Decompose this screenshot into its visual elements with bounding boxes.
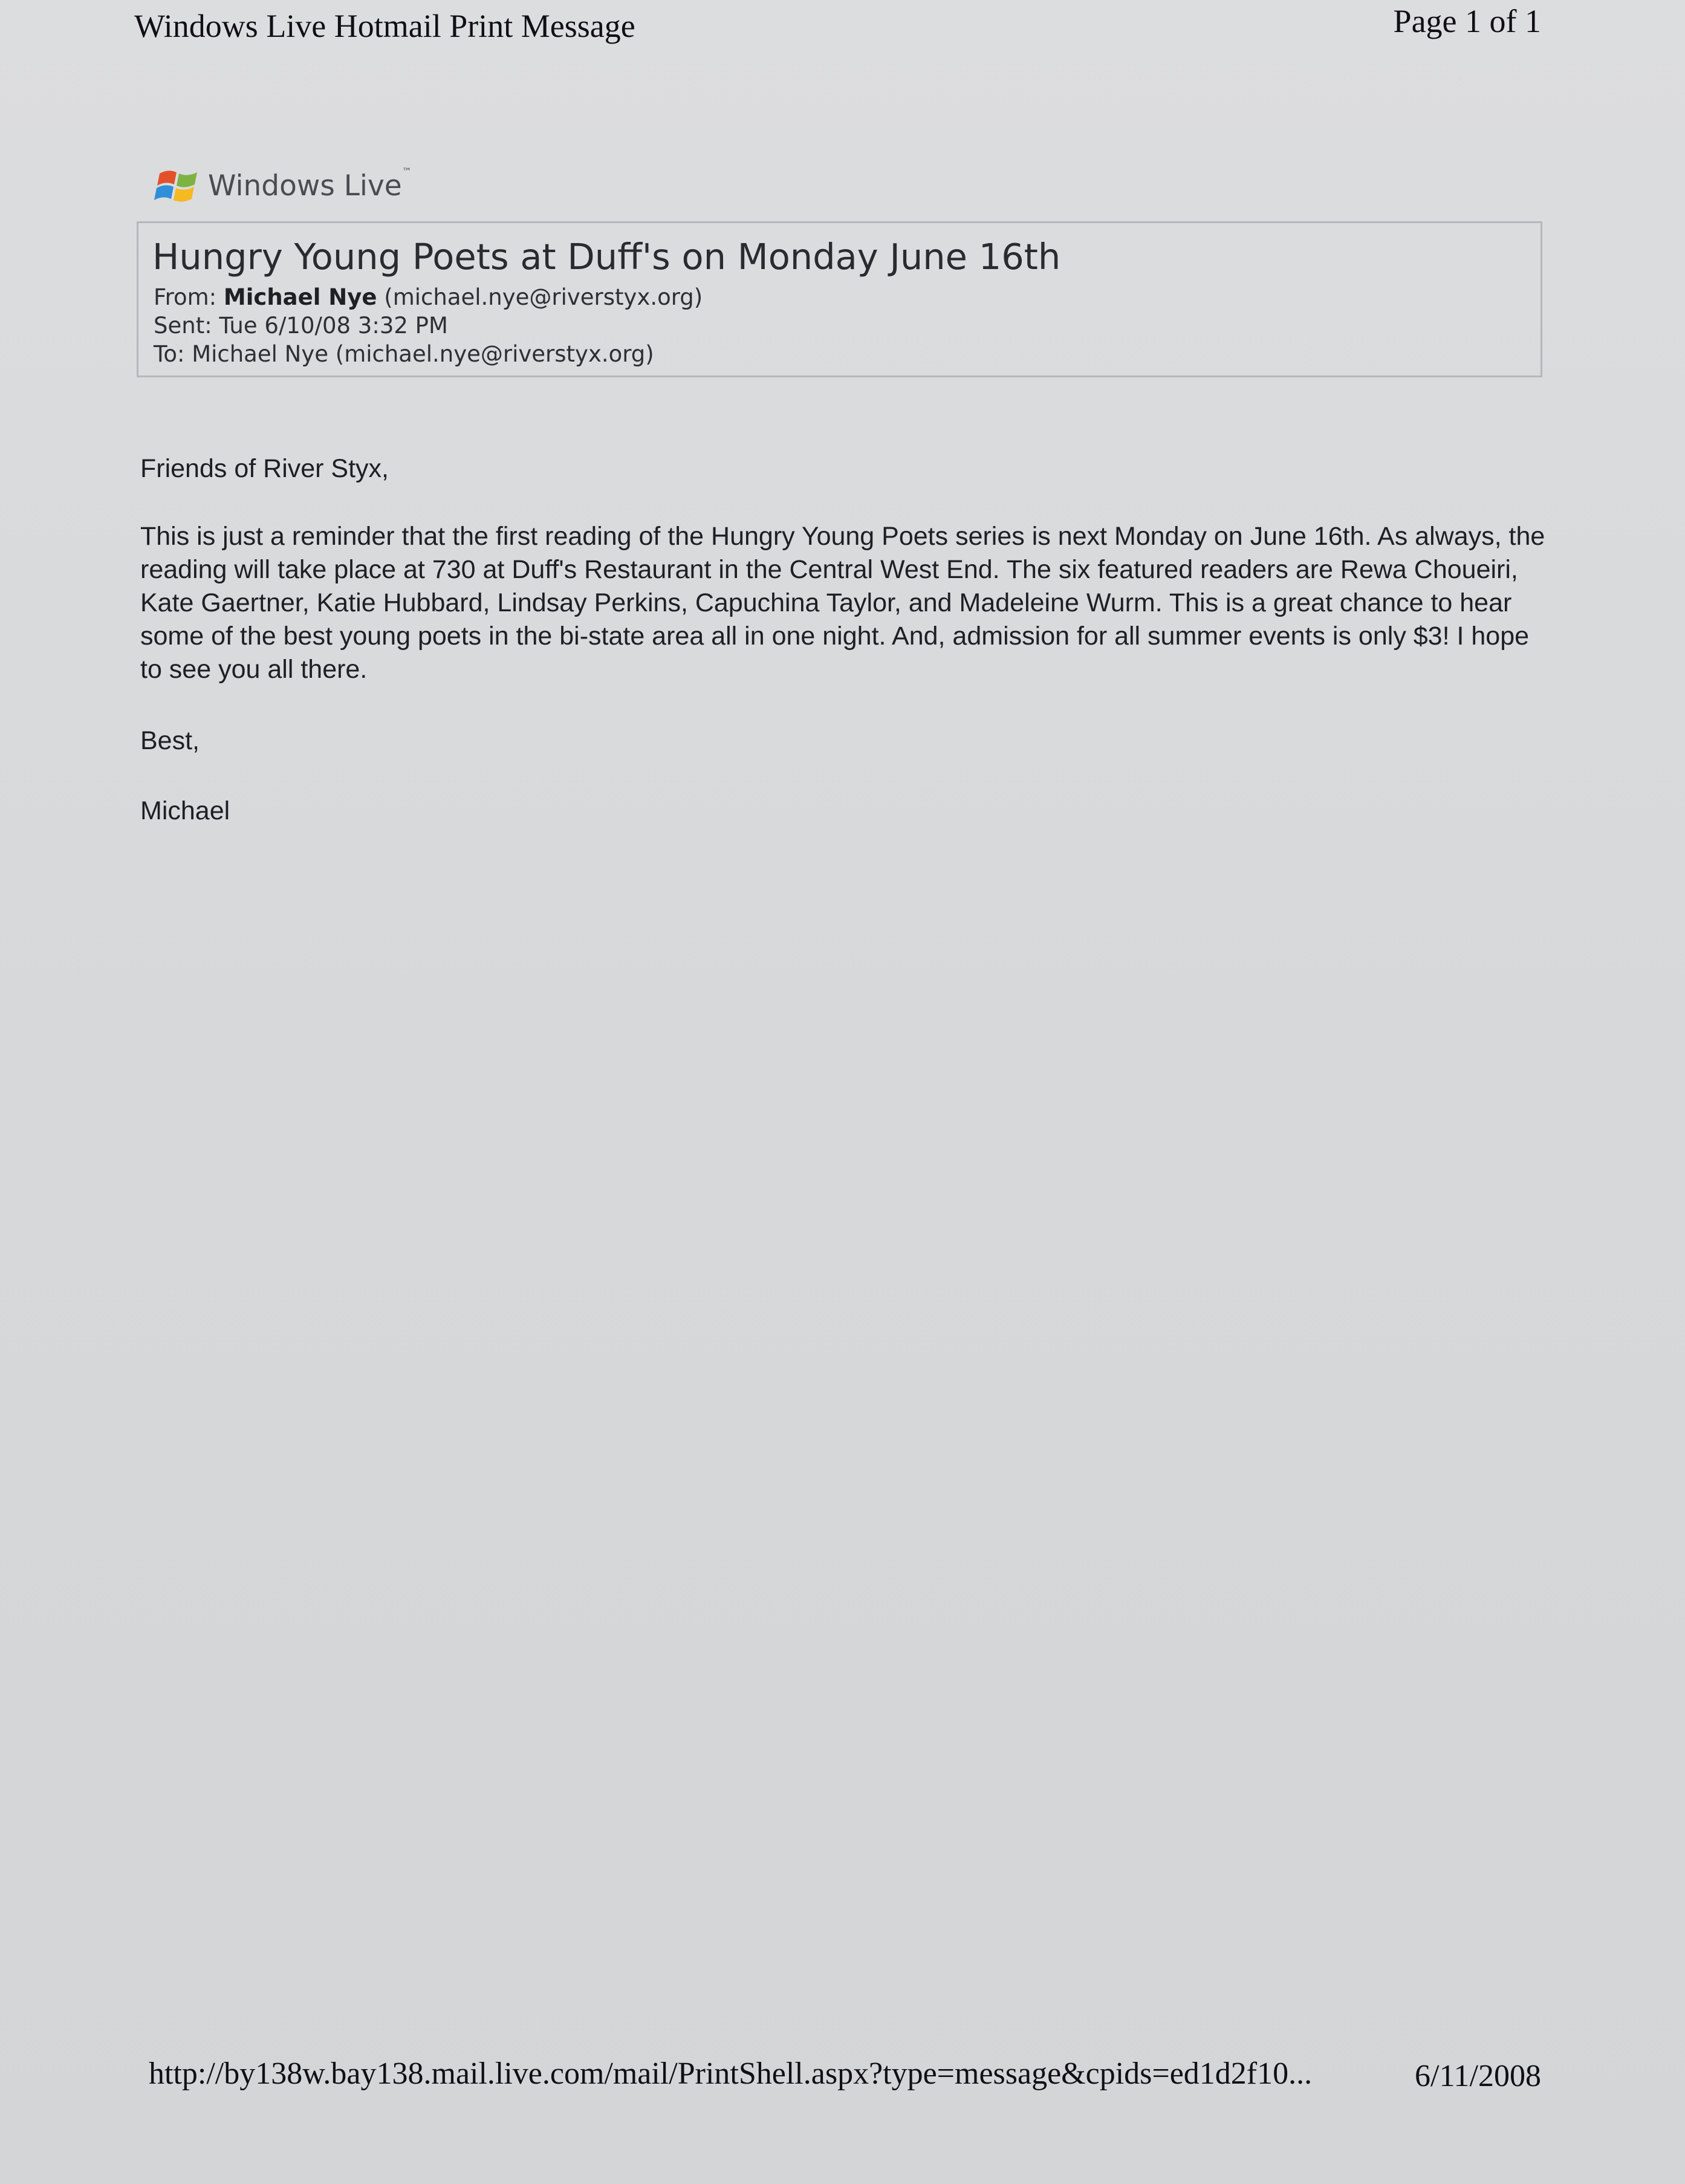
print-header-title: Windows Live Hotmail Print Message [134,8,635,44]
print-footer-date: 6/11/2008 [1415,2059,1541,2093]
message-subject: Hungry Young Poets at Duff's on Monday June 16th [152,236,1061,278]
print-footer-url: http://by138w.bay138.mail.live.com/mail/PrintShell.aspx?type=message&cpids=ed1d2f10... [149,2056,1313,2091]
message-greeting: Friends of River Styx, [140,454,389,483]
to-value: Michael Nye (michael.nye@riverstyx.org) [192,341,654,367]
message-paragraph: This is just a reminder that the first reading of the Hungry Young Poets series is next Monday on June 16th. As always, the reading will take place at 730 at Duff's Restaurant in the Central West End. The six featured readers are Rewa Choueiri, Kate Gaertner, Katie Hubbard, Lindsay Perkins, Capuchina Taylor, and Madeleine Wurm. This is a great chance to hear some of the best young poets in the bi-state area all in one night. And, admission for all summer events is only $3! I hope to see you all there. [140,522,1545,684]
from-name: Michael Nye [223,284,377,310]
trademark-symbol: ™ [401,165,412,177]
message-closing: Best, [140,726,200,755]
windows-flag-icon [154,160,204,211]
sent-value: Tue 6/10/08 3:32 PM [219,313,448,339]
from-label: From: [154,284,217,310]
from-email: (michael.nye@riverstyx.org) [384,284,703,310]
message-signature: Michael [140,796,230,825]
print-header-page-indicator: Page 1 of 1 [1393,3,1541,39]
message-to-line [154,341,654,367]
message-from-line [154,284,703,310]
windows-live-logo [154,158,412,213]
to-label: To: [154,341,185,367]
logo-text: Windows Live™ [208,165,412,203]
sent-label: Sent: [154,313,212,339]
message-sent-line [154,313,448,339]
